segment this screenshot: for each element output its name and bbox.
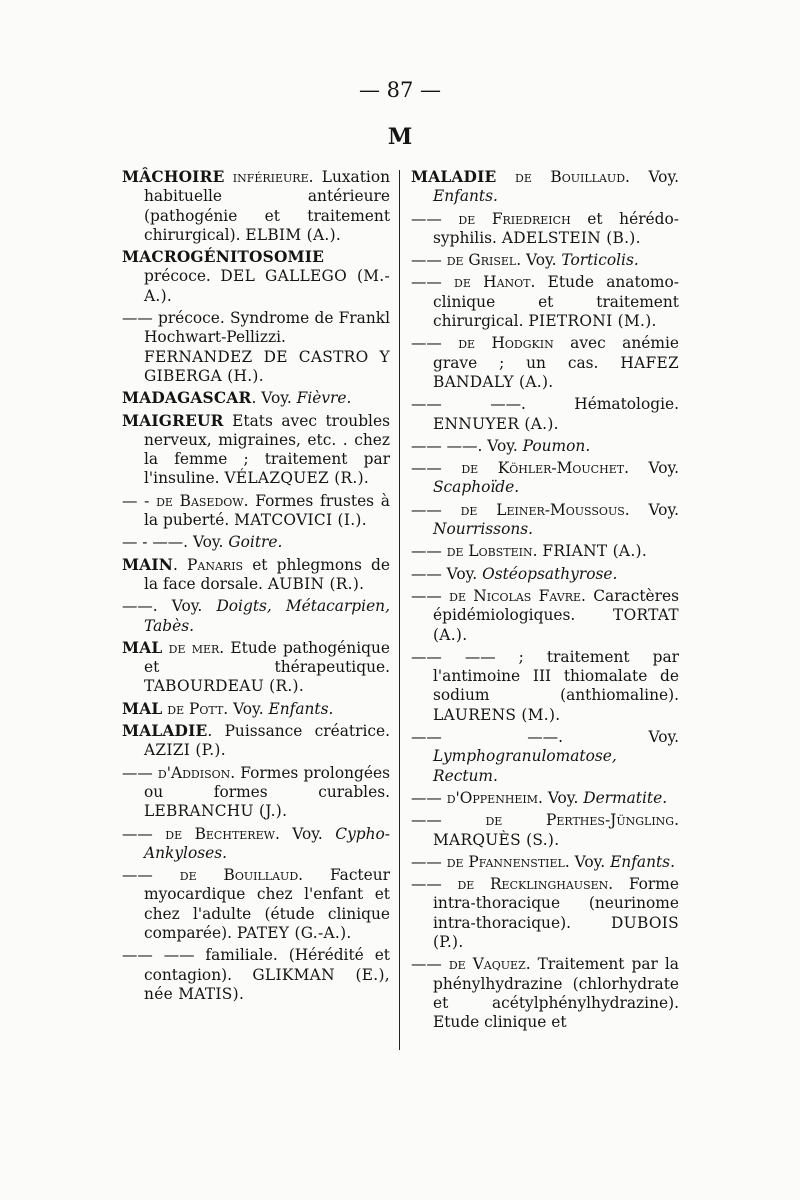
entry-text: —— xyxy=(411,500,461,519)
entry-text: —— xyxy=(411,788,447,807)
index-entry xyxy=(411,437,679,456)
entry-author: PIETRONI (M.). xyxy=(528,312,657,331)
entry-text: —— xyxy=(411,586,450,605)
entry-cross-reference: Doigts, Métacarpien, Tabès. xyxy=(144,597,390,635)
entry-qualifier: de Pfannenstiel xyxy=(446,852,565,871)
entry-text: . Voy. xyxy=(625,168,679,186)
entry-text: . xyxy=(173,555,188,574)
entry-text: —— xyxy=(122,866,180,885)
entry-cross-reference: Cypho-Ankyloses. xyxy=(144,824,390,862)
entry-author: TORTAT (A.). xyxy=(433,606,679,644)
index-entry xyxy=(122,492,390,531)
entry-cross-reference: Lymphogranulomatose, Rectum. xyxy=(433,747,617,785)
index-entry xyxy=(122,866,390,943)
entry-text: . xyxy=(532,542,543,561)
entry-text: . Caractères épidémiologiques. xyxy=(433,586,680,625)
entry-text: —— xyxy=(122,824,166,843)
index-entry xyxy=(122,389,390,408)
entry-qualifier: inférieure xyxy=(224,168,309,186)
entry-qualifier: de Pott xyxy=(162,699,224,718)
entry-author: ENNUYER (A.). xyxy=(433,414,559,433)
index-entry xyxy=(122,597,390,636)
index-entry xyxy=(411,955,679,1032)
entry-text: et hérédo-syphilis. xyxy=(433,209,679,247)
index-entry xyxy=(122,764,390,822)
entry-headword: MÂCHOIRE xyxy=(122,168,225,186)
entry-author: HAFEZ BANDALY (A.). xyxy=(433,353,679,391)
entry-text: —— ——. Voy. xyxy=(411,436,523,455)
entry-author: ADELSTEIN (B.). xyxy=(501,228,641,247)
index-entry xyxy=(411,542,679,561)
entry-cross-reference: Enfants. xyxy=(433,187,498,206)
index-entry xyxy=(122,946,390,1004)
index-entry xyxy=(122,722,390,761)
right-column xyxy=(411,168,679,1035)
entry-text: . xyxy=(674,811,679,830)
entry-qualifier: de Bechterew xyxy=(165,824,275,843)
entry-cross-reference: Nourrissons. xyxy=(433,520,534,539)
index-entry xyxy=(411,853,679,872)
entry-qualifier: de Friedreich xyxy=(458,209,571,228)
index-entry xyxy=(122,639,390,697)
entry-text: . Voy. xyxy=(538,788,584,807)
index-entry xyxy=(122,556,390,595)
entry-text: — - xyxy=(122,491,157,510)
entry-qualifier: de Leiner-Moussous xyxy=(460,500,625,519)
index-entry xyxy=(122,309,390,386)
entry-text: —— xyxy=(411,542,447,561)
entry-text: —— xyxy=(411,273,455,292)
entry-qualifier: de Hodgkin xyxy=(458,334,554,353)
entry-author: VÉLAZQUEZ (R.). xyxy=(224,469,370,488)
entry-text: ——. Voy. xyxy=(122,597,217,616)
entry-text: . Voy. xyxy=(274,824,336,843)
entry-qualifier: Panaris xyxy=(187,555,244,574)
entry-text: Etats avec troubles nerveux, migraines, etc. . chez la femme ; traitement par l'insuline. xyxy=(144,411,390,488)
index-entry xyxy=(411,565,679,584)
left-column xyxy=(122,168,390,1007)
entry-headword: MAL xyxy=(122,699,163,718)
entry-author: LAURENS (M.). xyxy=(433,705,561,724)
entry-text: avec anémie grave ; un cas. xyxy=(433,334,679,372)
entry-text: . Etude anatomo-clinique et traitement chirurgical. xyxy=(433,273,679,331)
entry-text: . Voy. xyxy=(624,459,679,478)
entry-text: . Voy. xyxy=(223,699,269,718)
entry-text: —— xyxy=(411,852,447,871)
entry-text: . Etude pathogénique et thérapeutique. xyxy=(144,638,390,677)
entry-qualifier: de Köhler-Mouchet xyxy=(461,459,625,478)
index-entry xyxy=(411,334,679,392)
entry-text: —— précoce. Syndrome de Frankl Hochwart-Pellizzi. xyxy=(122,309,390,347)
entry-author: DEL GALLEGO (M.-A.). xyxy=(144,267,391,305)
entry-text: . Formes frustes à la puberté. xyxy=(144,491,390,530)
index-entry xyxy=(411,210,679,249)
entry-cross-reference: Scaphoïde. xyxy=(433,478,520,497)
index-entry xyxy=(122,168,390,245)
entry-headword: MALADIE xyxy=(122,722,208,741)
entry-headword: MAIGREUR xyxy=(122,411,224,430)
entry-headword: MADAGASCAR xyxy=(122,389,252,408)
entry-cross-reference: Enfants. xyxy=(610,852,675,871)
entry-text: . Voy. xyxy=(564,852,611,871)
entry-text: —— xyxy=(411,875,458,894)
entry-author: ELBIM (A.). xyxy=(245,225,342,244)
index-entry xyxy=(411,728,679,786)
entry-text: . Puissance créatrice. xyxy=(207,722,390,741)
entry-text: —— xyxy=(411,251,447,270)
entry-author: MARQUÈS (S.). xyxy=(433,830,560,849)
entry-text: —— xyxy=(411,334,459,353)
entry-text: . Voy. xyxy=(624,500,679,519)
index-entry xyxy=(122,248,390,306)
entry-author: PATEY (G.-A.). xyxy=(236,923,352,942)
entry-cross-reference: Poumon. xyxy=(522,436,591,455)
entry-author: AZIZI (P.). xyxy=(144,741,226,760)
entry-cross-reference: Dermatite. xyxy=(583,788,668,807)
index-entry xyxy=(411,273,679,331)
entry-headword: MACROGÉNITOSOMIE xyxy=(122,248,325,267)
index-entry xyxy=(411,459,679,498)
entry-author: LEBRANCHU (J.). xyxy=(144,802,288,821)
index-entry xyxy=(411,168,679,207)
entry-text: . Facteur myocardique chez l'enfant et chez l'adulte (étude clinique comparée). xyxy=(144,866,390,942)
entry-cross-reference: Ostéopsathyrose. xyxy=(482,564,618,583)
entry-text: —— xyxy=(411,459,462,478)
entry-text: —— —— familiale. (Hérédité et contagion). xyxy=(122,946,390,984)
entry-qualifier: de Basedow xyxy=(156,491,244,510)
entry-text: —— ——. Voy. xyxy=(411,728,679,747)
entry-text: et phlegmons de la face dorsale. xyxy=(144,555,390,593)
entry-author: FERNANDEZ DE CASTRO Y GIBERGA (H.). xyxy=(144,347,390,385)
entry-text: —— ——. Hématologie. xyxy=(411,395,679,414)
entry-cross-reference: Fièvre. xyxy=(296,389,352,408)
entry-headword: MAIN xyxy=(122,555,174,574)
index-entry xyxy=(411,875,679,952)
entry-author: FRIANT (A.). xyxy=(542,542,648,561)
entry-text: — - ——. Voy. xyxy=(122,533,229,552)
index-entry xyxy=(411,789,679,808)
entry-author: TABOURDEAU (R.). xyxy=(144,677,305,696)
index-entry xyxy=(411,395,679,434)
index-entry xyxy=(411,811,679,850)
index-entry xyxy=(411,501,679,540)
index-entry xyxy=(122,412,390,489)
page-number: — 87 — xyxy=(358,78,442,102)
entry-qualifier: de Lobstein xyxy=(446,542,533,561)
entry-text: —— xyxy=(411,955,449,974)
entry-qualifier: de Bouillaud xyxy=(179,866,299,885)
entry-cross-reference: Goitre. xyxy=(228,533,283,552)
entry-text: précoce. xyxy=(144,267,221,286)
entry-text: . Voy. xyxy=(516,251,562,270)
entry-text: . Voy. xyxy=(251,389,297,408)
entry-text: —— xyxy=(122,763,158,782)
entry-text: —— xyxy=(411,209,459,228)
index-entry xyxy=(411,251,679,270)
index-entry xyxy=(411,648,679,725)
entry-headword: MALADIE xyxy=(411,168,497,186)
entry-text: . Luxation habituelle antérieure (pathogénie et traitement chirurgical). xyxy=(144,168,391,244)
index-entry xyxy=(122,825,390,864)
entry-qualifier: de Hanot xyxy=(454,273,531,292)
entry-text: . Formes prolongées ou formes curables. xyxy=(144,763,390,801)
entry-qualifier: de Nicolas Favre xyxy=(449,586,582,605)
entry-qualifier: de Vaquez xyxy=(448,955,526,974)
entry-text: —— Voy. xyxy=(411,564,483,583)
entry-qualifier: d'Oppenheim xyxy=(446,788,539,807)
entry-headword: MAL xyxy=(122,638,163,657)
index-entry xyxy=(122,533,390,552)
entry-text: . Forme intra-thoracique (neurinome intra-thoracique). xyxy=(433,875,679,932)
entry-text: —— —— ; traitement par l'antimoine III thiomalate de sodium (anthiomaline). xyxy=(411,647,679,705)
entry-author: DUBOIS (P.). xyxy=(433,913,679,951)
entry-author: GLIKMAN (E.), née MATIS). xyxy=(144,965,390,1003)
entry-text: . Traitement par la phénylhydrazine (chlorhydrate et acétylphénylhydrazine). Etude clinique et xyxy=(433,955,679,1032)
entry-cross-reference: Torticolis. xyxy=(561,251,639,270)
entry-cross-reference: Enfants. xyxy=(268,699,334,718)
column-divider xyxy=(399,170,400,1050)
entry-qualifier: de mer xyxy=(162,638,220,657)
entry-qualifier: d'Addison xyxy=(157,763,231,782)
entry-author: AUBIN (R.). xyxy=(267,574,365,593)
entry-qualifier: de Recklinghausen xyxy=(457,875,609,894)
entry-qualifier: de Perthes-Jüngling xyxy=(485,811,675,830)
entry-text: —— xyxy=(411,811,486,830)
entry-author: MATCOVICI (I.). xyxy=(234,511,367,530)
index-entry xyxy=(411,587,679,645)
index-entry xyxy=(122,700,390,719)
entry-qualifier: de Grisel xyxy=(446,251,517,270)
entry-qualifier: de Bouillaud xyxy=(496,168,626,186)
section-letter: M xyxy=(387,124,413,150)
